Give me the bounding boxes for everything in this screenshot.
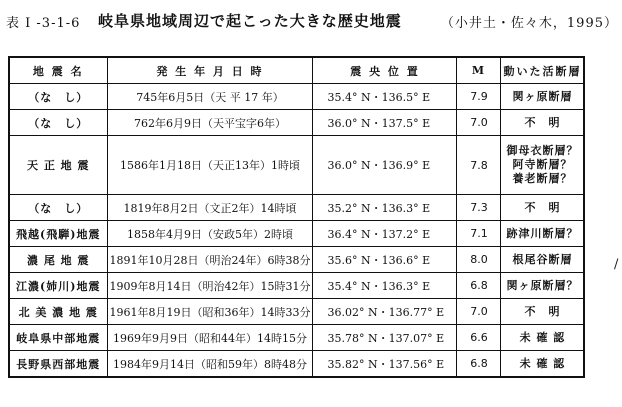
table-row <box>9 221 584 247</box>
fault-name: 阿寺断層？ <box>512 158 573 171</box>
date-cell: 1969年9月9日（昭和44年）14時15分 <box>107 325 313 351</box>
fault-name: 関ヶ原断層？ <box>506 278 579 292</box>
epicenter-cell: 35.4° N・136.3° E <box>313 273 457 299</box>
column-header-fault: 動いた活断層 <box>501 57 585 84</box>
column-header-magnitude: M <box>457 57 501 84</box>
epicenter-cell: 36.4° N・137.2° E <box>313 221 457 247</box>
magnitude-cell: 7.9 <box>457 84 501 110</box>
earthquake-name-cell: （な し） <box>9 110 107 136</box>
table-row <box>9 325 584 351</box>
magnitude-cell: 6.8 <box>457 273 501 299</box>
fault-cell <box>501 195 585 221</box>
fault-name: 未 確 認 <box>519 330 566 344</box>
magnitude-cell: 7.3 <box>457 195 501 221</box>
table-row <box>9 351 584 378</box>
fault-cell <box>501 273 585 299</box>
table-header-row <box>9 57 584 84</box>
epicenter-cell: 35.4° N・136.5° E <box>313 84 457 110</box>
fault-name: 根尾谷断層 <box>512 252 573 266</box>
earthquake-name-cell: 飛越(飛騨)地震 <box>9 221 107 247</box>
magnitude-cell: 6.8 <box>457 351 501 378</box>
table-row <box>9 273 584 299</box>
date-cell: 745年6月5日（天 平 17 年） <box>107 84 313 110</box>
date-cell: 1858年4月9日（安政5年）2時頃 <box>107 221 313 247</box>
table-row <box>9 247 584 273</box>
epicenter-cell: 35.78° N・137.07° E <box>313 325 457 351</box>
fault-cell <box>501 84 585 110</box>
earthquake-name-cell: 江濃(姉川)地震 <box>9 273 107 299</box>
fault-cell <box>501 247 585 273</box>
earthquake-name-cell: （な し） <box>9 84 107 110</box>
table-title: 岐阜県地域周辺で起こった大きな歴史地震 <box>98 12 402 30</box>
table-source: （小井土・佐々木，1995） <box>440 16 618 31</box>
magnitude-cell: 7.0 <box>457 110 501 136</box>
earthquake-name-cell: 北 美 濃 地 震 <box>9 299 107 325</box>
earthquake-name-cell: 天 正 地 震 <box>9 136 107 195</box>
fault-name: 不 明 <box>524 115 561 129</box>
table-row <box>9 110 584 136</box>
magnitude-cell: 7.1 <box>457 221 501 247</box>
epicenter-cell: 36.0° N・137.5° E <box>313 110 457 136</box>
table-body <box>9 84 584 378</box>
date-cell: 1909年8月14日（明治42年）15時31分 <box>107 273 313 299</box>
fault-cell <box>501 136 585 195</box>
fault-name: 御母衣断層？ <box>506 144 579 157</box>
fault-name: 未 確 認 <box>519 356 566 370</box>
magnitude-cell: 7.8 <box>457 136 501 195</box>
date-cell: 1586年1月18日（天正13年）1時頃 <box>107 136 313 195</box>
date-cell: 1819年8月2日（文正2年）14時頃 <box>107 195 313 221</box>
earthquake-name-cell: 濃 尾 地 震 <box>9 247 107 273</box>
fault-cell <box>501 299 585 325</box>
date-cell: 1891年10月28日（明治24年）6時38分 <box>107 247 313 273</box>
fault-name: 跡津川断層？ <box>506 226 579 240</box>
epicenter-cell: 35.6° N・136.6° E <box>313 247 457 273</box>
earthquake-name-cell: （な し） <box>9 195 107 221</box>
table-row <box>9 299 584 325</box>
table-number: 表 I -3-1-6 <box>6 16 81 31</box>
table-row <box>9 136 584 195</box>
fault-name: 不 明 <box>524 200 561 214</box>
date-cell: 1984年9月14日（昭和59年）8時48分 <box>107 351 313 378</box>
document-header <box>6 8 618 36</box>
fault-name: 養老断層？ <box>512 172 573 185</box>
column-header-date: 発 生 年 月 日 時 <box>107 57 313 84</box>
margin-mark: / <box>614 257 619 272</box>
column-header-name: 地 震 名 <box>9 57 107 84</box>
epicenter-cell: 35.82° N・137.56° E <box>313 351 457 378</box>
fault-cell <box>501 351 585 378</box>
fault-name: 不 明 <box>524 304 561 318</box>
earthquake-name-cell: 岐阜県中部地震 <box>9 325 107 351</box>
date-cell: 762年6月9日（天平宝字6年） <box>107 110 313 136</box>
fault-cell <box>501 221 585 247</box>
epicenter-cell: 35.2° N・136.3° E <box>313 195 457 221</box>
magnitude-cell: 6.6 <box>457 325 501 351</box>
date-cell: 1961年8月19日（昭和36年）14時33分 <box>107 299 313 325</box>
fault-name: 関ヶ原断層 <box>512 89 573 103</box>
table-row <box>9 195 584 221</box>
epicenter-cell: 36.0° N・136.9° E <box>313 136 457 195</box>
fault-cell <box>501 325 585 351</box>
column-header-epicenter: 震 央 位 置 <box>313 57 457 84</box>
table-row <box>9 84 584 110</box>
magnitude-cell: 8.0 <box>457 247 501 273</box>
fault-cell <box>501 110 585 136</box>
earthquake-table <box>8 56 585 378</box>
magnitude-cell: 7.0 <box>457 299 501 325</box>
earthquake-name-cell: 長野県西部地震 <box>9 351 107 378</box>
epicenter-cell: 36.02° N・136.77° E <box>313 299 457 325</box>
